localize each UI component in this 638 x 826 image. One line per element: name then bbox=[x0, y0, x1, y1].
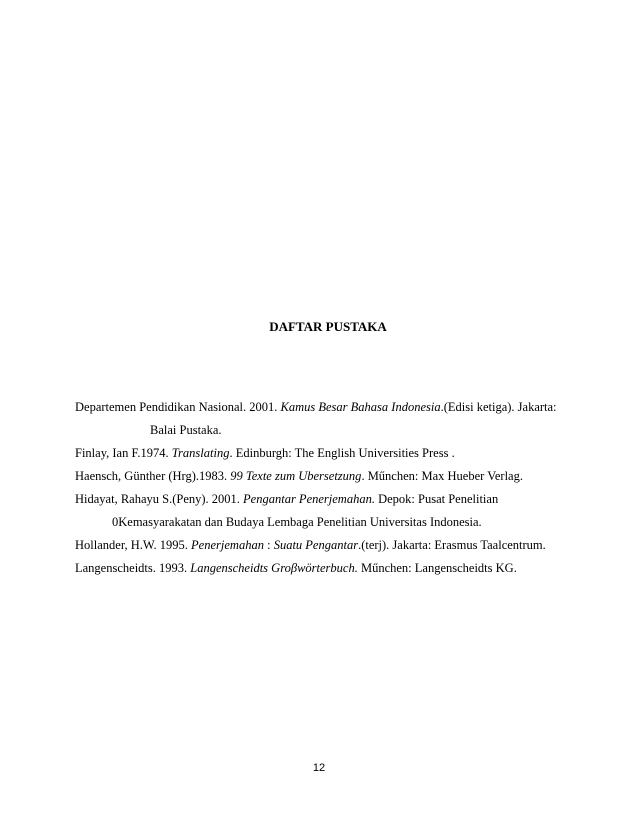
reference-text: Hidayat, Rahayu S.(Peny). 2001. bbox=[75, 492, 244, 506]
reference-text: Műnchen: Langenscheidts KG. bbox=[357, 561, 517, 575]
reference-line bbox=[75, 422, 615, 445]
reference-title-text: Suatu Pengantar bbox=[273, 538, 359, 552]
reference-text: . Műnchen: Max Hueber Verlag. bbox=[361, 469, 523, 483]
reference-line bbox=[75, 491, 615, 514]
reference-line bbox=[75, 468, 615, 491]
reference-text: Haensch, Günther (Hrg).1983. bbox=[75, 469, 231, 483]
page-number: 12 bbox=[312, 762, 326, 774]
reference-entry bbox=[75, 560, 615, 583]
reference-entry bbox=[75, 468, 615, 491]
reference-line bbox=[75, 514, 615, 537]
reference-title-text: 99 Texte zum Ubersetzung bbox=[230, 469, 362, 483]
reference-text: Finlay, Ian F.1974. bbox=[75, 446, 172, 460]
reference-title-text: Penerjemahan bbox=[191, 538, 264, 552]
reference-title-text: Kamus Besar Bahasa Indonesia bbox=[280, 400, 441, 414]
reference-entry bbox=[75, 491, 615, 537]
reference-title-text: Langenscheidts Groβwörterbuch. bbox=[190, 561, 358, 575]
reference-entry bbox=[75, 537, 615, 560]
reference-text: Depok: Pusat Penelitian bbox=[374, 492, 499, 506]
reference-text: . Edinburgh: The English Universities Press . bbox=[229, 446, 455, 460]
reference-entry bbox=[75, 445, 615, 468]
reference-text: Balai Pustaka. bbox=[150, 423, 222, 437]
reference-title-text: Pengantar Penerjemahan. bbox=[243, 492, 375, 506]
reference-text: 0Kemasyarakatan dan Budaya Lembaga Penelitian Universitas Indonesia. bbox=[112, 515, 482, 529]
page-title: DAFTAR PUSTAKA bbox=[269, 319, 387, 334]
reference-title-text: Translating bbox=[171, 446, 230, 460]
reference-text: : bbox=[263, 538, 274, 552]
reference-text: .(terj). Jakarta: Erasmus Taalcentrum. bbox=[358, 538, 546, 552]
reference-text: .(Edisi ketiga). Jakarta: bbox=[440, 400, 557, 414]
reference-line bbox=[75, 537, 615, 560]
reference-line bbox=[75, 399, 615, 422]
reference-text: Langenscheidts. 1993. bbox=[75, 561, 191, 575]
reference-line bbox=[75, 560, 615, 583]
reference-line bbox=[75, 445, 615, 468]
reference-list bbox=[75, 399, 615, 583]
reference-entry bbox=[75, 399, 615, 445]
reference-text: Departemen Pendidikan Nasional. 2001. bbox=[75, 400, 281, 414]
reference-text: Hollander, H.W. 1995. bbox=[75, 538, 192, 552]
